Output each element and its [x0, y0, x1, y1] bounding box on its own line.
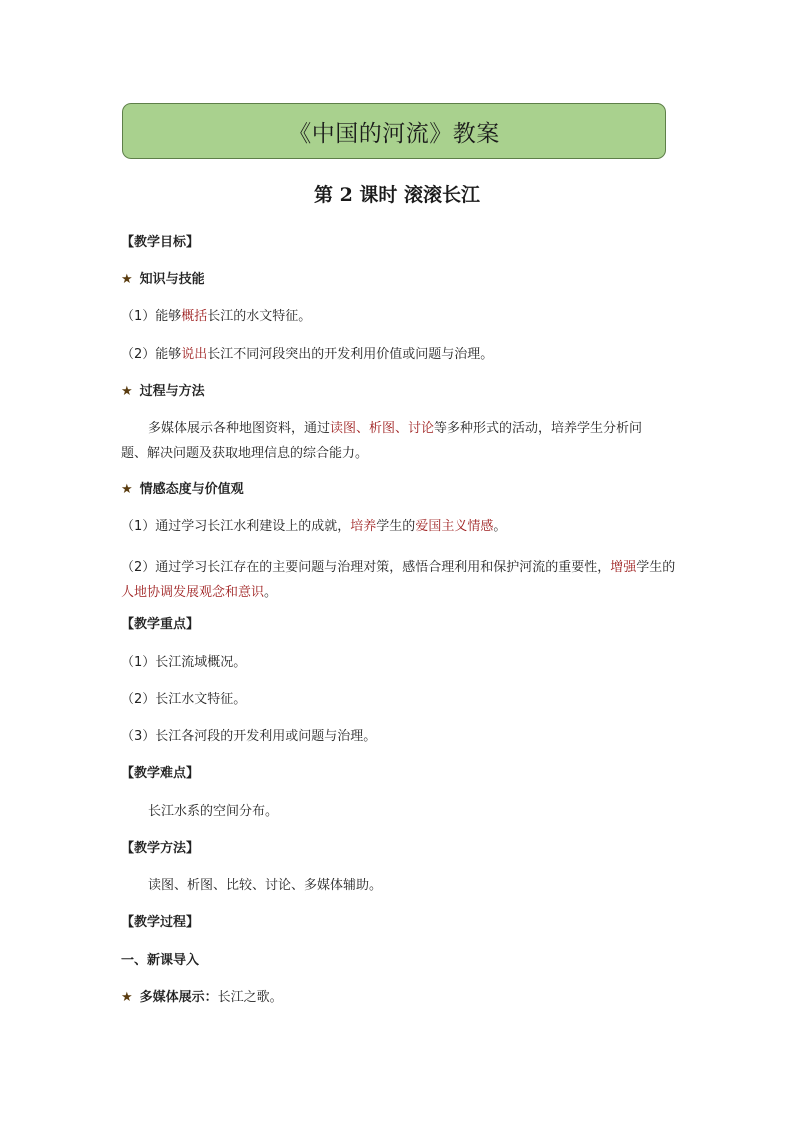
media-row — [121, 989, 681, 1006]
highlight-text: 说出 — [181, 347, 208, 362]
difficulty-text: 长江水系的空间分布。 — [148, 804, 279, 819]
text-segment: 长江的水文特征。 — [207, 309, 312, 324]
emotion-heading-row — [121, 481, 681, 498]
process-text-line-2: 题、解决问题及获取地理信息的综合能力。 — [121, 446, 369, 461]
star-icon: ★ — [121, 272, 133, 287]
part1-heading: 一、新课导入 — [121, 953, 200, 968]
text-segment: 。 — [493, 519, 507, 534]
star-icon: ★ — [121, 482, 133, 497]
highlight-text: 读图、析图、讨论 — [330, 421, 435, 436]
process-text-line-1 — [148, 420, 708, 437]
method-text: 读图、析图、比较、讨论、多媒体辅助。 — [148, 878, 383, 893]
text-segment: 学生的 — [636, 560, 676, 575]
method-heading: 【教学方法】 — [121, 841, 200, 856]
title-banner — [122, 103, 666, 159]
highlight-text: 概括 — [181, 309, 208, 324]
highlight-text: 人地协调发展观念和意识 — [121, 585, 265, 600]
star-icon: ★ — [121, 384, 133, 399]
emotion-item-1 — [121, 518, 681, 535]
text-segment: （2）通过学习长江存在的主要问题与治理对策，感悟合理利用和保护河流的重要性， — [121, 560, 611, 575]
key-item-1: （1）长江流域概况。 — [121, 655, 247, 670]
knowledge-heading-row — [121, 271, 681, 288]
highlight-text: 增强 — [610, 560, 637, 575]
text-segment: 长江不同河段突出的开发利用价值或问题与治理。 — [207, 347, 494, 362]
key-heading: 【教学重点】 — [121, 617, 200, 632]
goals-heading: 【教学目标】 — [121, 235, 200, 250]
knowledge-item-1 — [121, 308, 681, 325]
knowledge-heading: 知识与技能 — [139, 272, 205, 287]
text-segment: （1）能够 — [121, 309, 182, 324]
text-segment: 等多种形式的活动，培养学生分析问 — [434, 421, 643, 436]
text-segment: （1）通过学习长江水利建设上的成就， — [121, 519, 351, 534]
key-item-2: （2）长江水文特征。 — [121, 692, 247, 707]
text-segment: （2）能够 — [121, 347, 182, 362]
emotion-item-2 — [121, 555, 677, 605]
star-icon: ★ — [121, 990, 133, 1005]
difficulty-heading: 【教学难点】 — [121, 766, 200, 781]
text-segment: 多媒体展示各种地图资料，通过 — [148, 421, 331, 436]
media-label: 多媒体展示： — [139, 990, 218, 1005]
process-main-heading: 【教学过程】 — [121, 915, 200, 930]
media-text: 长江之歌。 — [217, 990, 283, 1005]
process-heading-row — [121, 383, 681, 400]
page-title: 《中国的河流》教案 — [288, 120, 500, 147]
highlight-text: 培养 — [350, 519, 377, 534]
key-item-3: （3）长江各河段的开发利用或问题与治理。 — [121, 729, 377, 744]
process-heading: 过程与方法 — [139, 384, 205, 399]
highlight-text: 爱国主义情感 — [415, 519, 494, 534]
text-segment: 。 — [264, 585, 278, 600]
knowledge-item-2 — [121, 346, 681, 363]
text-segment: 学生的 — [376, 519, 416, 534]
emotion-heading: 情感态度与价值观 — [139, 482, 244, 497]
lesson-subtitle: 第 2 课时 滚滚长江 — [313, 184, 481, 206]
